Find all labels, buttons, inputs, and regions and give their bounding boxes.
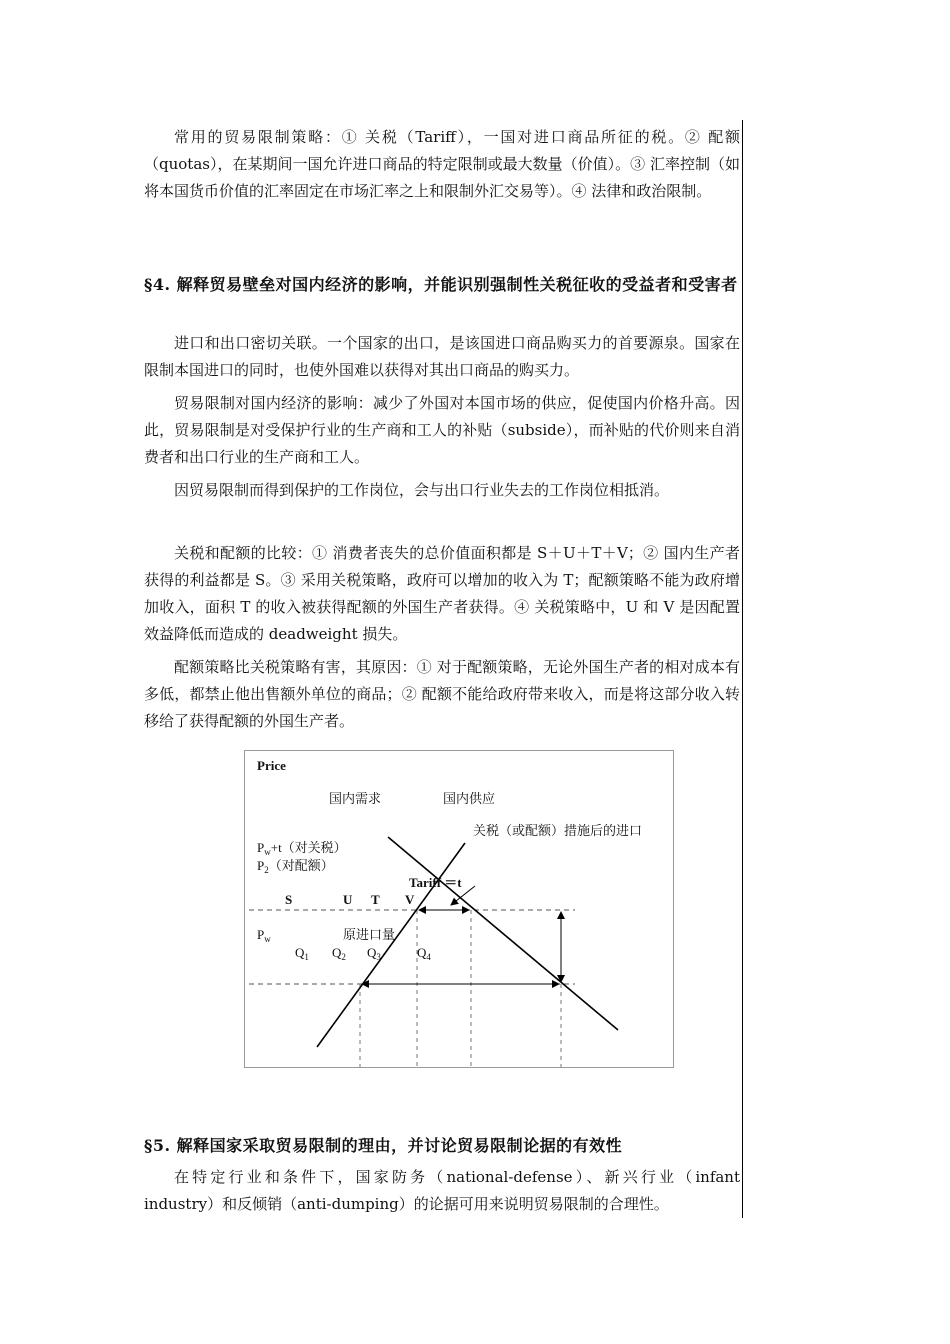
tariff-diagram <box>244 750 674 1068</box>
q1-label: $Q_1$ <box>295 945 309 962</box>
intro-text <box>144 124 740 211</box>
original-imports-label: 原进口量 <box>343 927 396 942</box>
paragraph: 在特定行业和条件下，国家防务（national-defense）、新兴行业（infant industry）和反倾销（anti-dumping）的论据可用来说明贸易限制的合理性。 <box>144 1168 740 1213</box>
q4-label: $Q_4$ <box>417 945 431 962</box>
area-u-label: U <box>343 892 353 907</box>
area-v-label: V <box>405 892 415 907</box>
q3-label: $Q_3$ <box>367 945 381 962</box>
section-4-comparison-text <box>144 540 740 741</box>
tariff-label: Tariff ＝t <box>409 875 462 890</box>
section-4-text <box>144 330 740 510</box>
pw-label: $P_w$ <box>257 927 271 944</box>
domestic-demand-line <box>388 837 618 1030</box>
section-5-heading: §5. 解释国家采取贸易限制的理由，并讨论贸易限制论据的有效性 <box>144 1136 623 1155</box>
tariff-diagram-svg <box>245 751 675 1069</box>
paragraph: 贸易限制对国内经济的影响：减少了外国对本国市场的供应，促使国内价格升高。因此，贸易限制是对受保护行业的生产商和工人的补贴（subside），而补贴的代价则来自消费者和出口行业的生产商和工人。 <box>144 394 740 466</box>
domestic-supply-label: 国内供应 <box>443 791 496 806</box>
paragraph: 配额策略比关税策略有害，其原因：① 对于配额策略，无论外国生产者的相对成本有多低，都禁止他出售额外单位的商品；② 配额不能给政府带来收入，而是将这部分收入转移给了获得配额的外国生产者。 <box>144 658 740 730</box>
section-4-heading: §4. 解释贸易壁垒对国内经济的影响，并能识别强制性关税征收的受益者和受害者 <box>144 275 738 294</box>
paragraph: 关税和配额的比较：① 消费者丧失的总价值面积都是 S＋U＋T＋V；② 国内生产者获得的利益都是 S。③ 采用关税策略，政府可以增加的收入为 T；配额策略不能为政府增加收入，面积 T 的收入被获得配额的外国生产者获得。④ 关税策略中，U 和 V 是因配置效益降低而造成的 deadweight 损失。 <box>144 544 740 643</box>
domestic-demand-label: 国内需求 <box>329 791 382 806</box>
imports-after-label: 关税（或配额）措施后的进口 <box>473 823 643 838</box>
pw-plus-t-p-label: $P_w+t$（对关税） <box>257 840 347 857</box>
area-t-label: T <box>371 892 380 907</box>
area-s-label: S <box>285 892 293 907</box>
q2-label: $Q_2$ <box>332 945 346 962</box>
price-axis-label: Price <box>257 758 286 773</box>
paragraph: 常用的贸易限制策略：① 关税（Tariff），一国对进口商品所征的税。② 配额（quotas），在某期间一国允许进口商品的特定限制或最大数量（价值）。③ 汇率控制（如将本国货币价值的汇率固定在市场汇率之上和限制外汇交易等）。④ 法律和政治限制。 <box>144 128 740 200</box>
paragraph: 进口和出口密切关联。一个国家的出口，是该国进口商品购买力的首要源泉。国家在限制本国进口的同时，也使外国难以获得对其出口商品的购买力。 <box>144 334 740 379</box>
p2-label: $P_2$（对配额） <box>257 858 334 875</box>
section-5-text <box>144 1164 740 1224</box>
paragraph: 因贸易限制而得到保护的工作岗位，会与出口行业失去的工作岗位相抵消。 <box>174 481 670 499</box>
